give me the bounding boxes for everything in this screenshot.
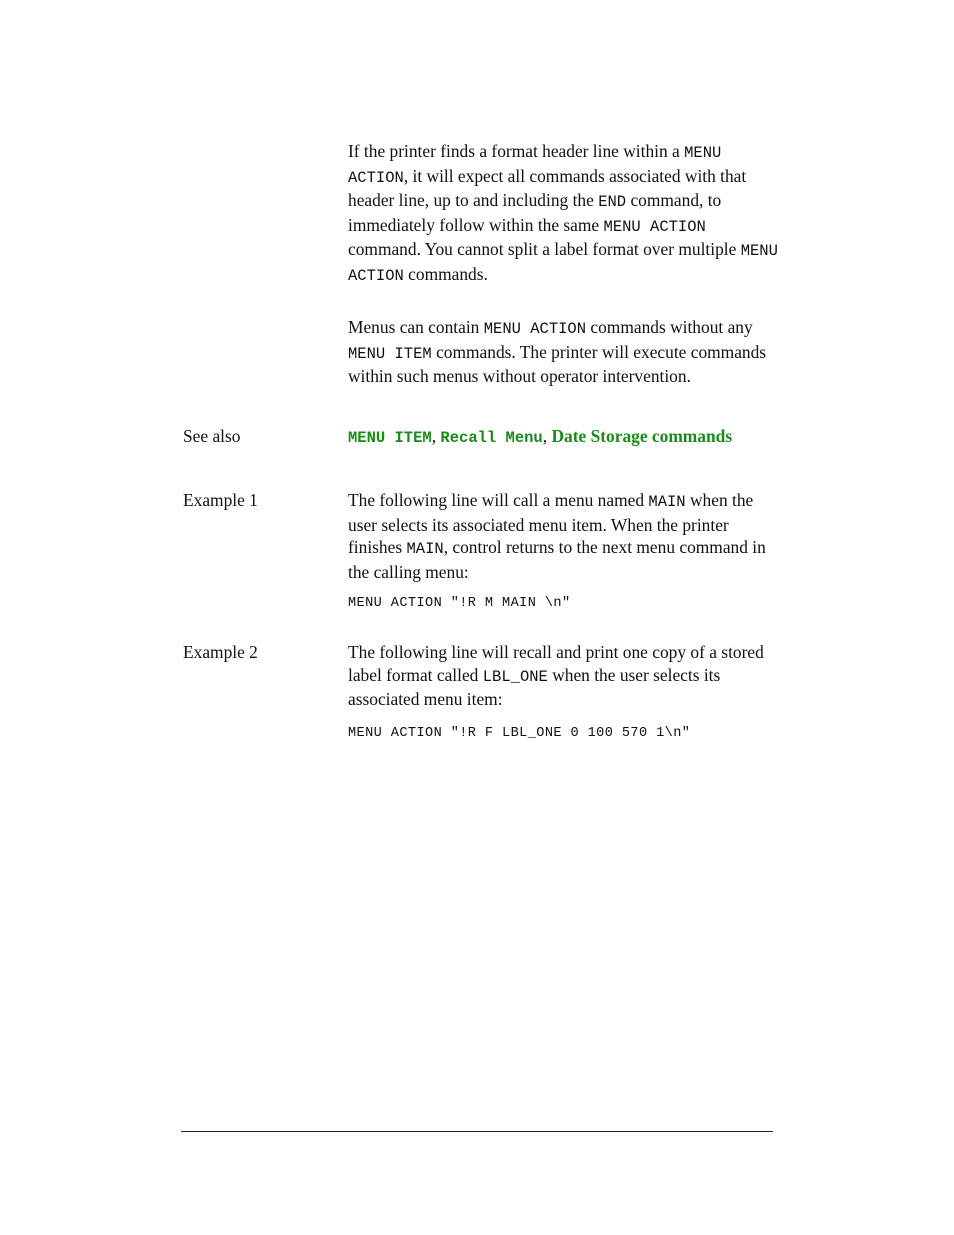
- link-date-storage-commands[interactable]: Date Storage commands: [551, 426, 733, 446]
- text-run: The following line will call a menu named: [348, 490, 645, 510]
- footer-rule: [181, 1131, 773, 1132]
- intro-paragraph-1: [348, 140, 778, 287]
- text-run: Menus can contain: [348, 317, 480, 337]
- inline-code: MENU ACTION: [483, 320, 587, 338]
- text-run: commands. The printer will execute commands within such menus without operator intervention.: [348, 341, 767, 386]
- link-separator: ,: [542, 426, 552, 446]
- text-run: The following line will recall and print one copy of a stored label format called: [348, 642, 764, 685]
- text-run: , control returns to the next menu command in the calling menu:: [348, 537, 766, 582]
- text-run: command, to immediately follow within the same: [348, 190, 722, 235]
- inline-code: MENU ACTION: [348, 144, 722, 187]
- inline-code: END: [598, 193, 627, 211]
- inline-code: MENU ACTION: [348, 242, 778, 285]
- link-recall-menu[interactable]: Recall Menu: [440, 429, 543, 447]
- example-1-label: Example 1: [183, 490, 258, 510]
- see-also-links: [348, 425, 778, 450]
- text-run: commands without any: [586, 317, 753, 337]
- inline-code: MAIN: [648, 493, 686, 511]
- example-1-text: [348, 489, 778, 583]
- link-separator: ,: [431, 426, 441, 446]
- example-2-label: Example 2: [183, 642, 258, 662]
- text-run: when the user selects its associated menu item. When the printer finishes: [348, 490, 754, 557]
- example-1-code: MENU ACTION "!R M MAIN \n": [348, 596, 571, 611]
- inline-code: MAIN: [406, 540, 444, 558]
- text-run: command. You cannot split a label format over multiple: [348, 239, 737, 259]
- inline-code: LBL_ONE: [482, 667, 548, 686]
- example-2-code: MENU ACTION "!R F LBL_ONE 0 100 570 1\n": [348, 726, 691, 741]
- intro-paragraph-2: [348, 316, 778, 388]
- inline-code: MENU ITEM: [348, 344, 432, 363]
- text-run: If the printer finds a format header line within a: [348, 141, 680, 161]
- text-run: commands.: [403, 263, 488, 284]
- see-also-label: See also: [183, 426, 241, 446]
- inline-code: MENU ACTION: [603, 217, 706, 236]
- example-2-text: [348, 641, 778, 711]
- link-menu-item[interactable]: MENU ITEM: [348, 429, 432, 447]
- text-run: when the user selects its associated menu item:: [348, 664, 721, 709]
- text-run: , it will expect all commands associated with that header line, up to and including the: [348, 165, 747, 210]
